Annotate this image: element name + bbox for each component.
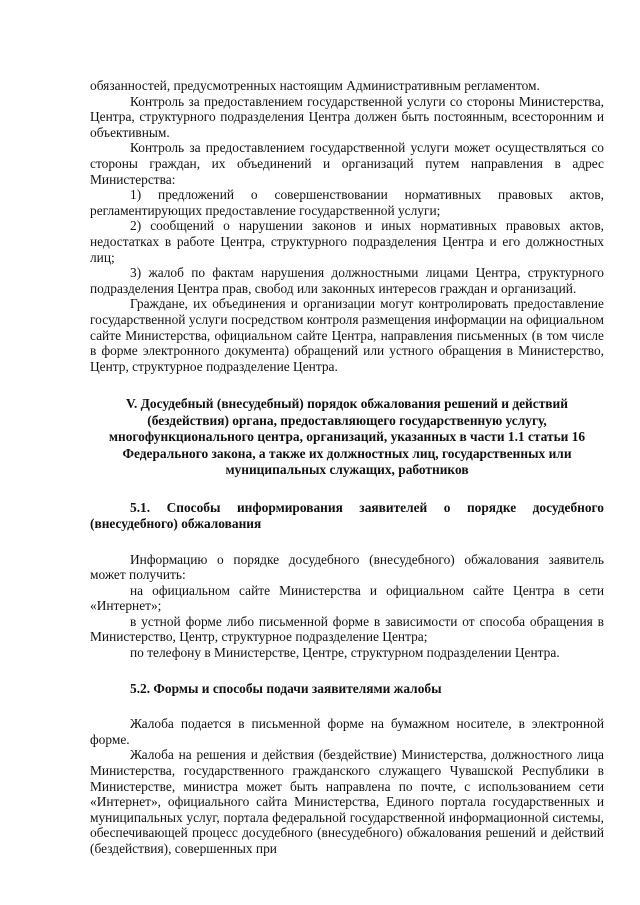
- list-item: 3) жалоб по фактам нарушения должностными лицами Центра, структурного подразделения Центра прав, свобод или законных интересов граждан и организаций.: [90, 265, 604, 296]
- document-page: [90, 78, 604, 857]
- paragraph: Контроль за предоставлением государственной услуги может осуществляться со стороны граждан, их объединений и организаций путем направления в адрес Министерства:: [90, 140, 604, 187]
- paragraph: Жалоба на решения и действия (бездействие) Министерства, должностного лица Министерства, государственного гражданского служащего Чувашской Республики в Министерстве, министра может быть направлена по почте, с использованием сети «Интернет», официального сайта Министерства, Единого портала государственных и муниципальных услуг, портала федеральной государственной информационной системы, обеспечивающей процесс досудебного (внесудебного) обжалования решений и действий (бездействия), совершенных при: [90, 747, 604, 856]
- list-item: 1) предложений о совершенствовании нормативных правовых актов, регламентирующих предоставление государственной услуги;: [90, 187, 604, 218]
- section-5-1-heading: 5.1. Способы информирования заявителей о порядке досудебного (внесудебного) обжалования: [90, 500, 604, 531]
- paragraph: обязанностей, предусмотренных настоящим Административным регламентом.: [90, 78, 540, 93]
- list-item: 2) сообщений о нарушении законов и иных нормативных правовых актов, недостатках в работе Центра, структурного подразделения Центра и его должностных лиц;: [90, 218, 604, 265]
- section-v-heading: V. Досудебный (внесудебный) порядок обжалования решений и действий (бездействия) органа, предоставляющего государственную услугу, многофункционального центра, организаций, указанных в части 1.1 статьи 16 Федерального закона, а также их должностных лиц, государственных или муниципальных служащих, работников: [108, 396, 586, 477]
- paragraph: Информацию о порядке досудебного (внесудебного) обжалования заявитель может получить:: [90, 551, 604, 583]
- paragraph: Жалоба подается в письменной форме на бумажном носителе, в электронной форме.: [90, 716, 604, 747]
- section-5-2-heading: 5.2. Формы и способы подачи заявителями жалобы: [130, 680, 442, 696]
- paragraph: Контроль за предоставлением государственной услуги со стороны Министерства, Центра, структурного подразделения Центра должен быть постоянным, всесторонним и объективным.: [90, 93, 604, 140]
- list-item: на официальном сайте Министерства и официальном сайте Центра в сети «Интернет»;: [90, 582, 604, 614]
- list-item: по телефону в Министерстве, Центре, структурном подразделении Центра.: [130, 645, 560, 661]
- paragraph: Граждане, их объединения и организации могут контролировать предоставление государственной услуги посредством контроля размещения информации на официальном сайте Министерства, официальном сайте Центра, направления письменных (в том числе в форме электронного документа) обращений или устного обращения в Министерство, Центр, структурное подразделение Центра.: [90, 296, 604, 374]
- list-item: в устной форме либо письменной форме в зависимости от способа обращения в Министерство, Центр, структурное подразделение Центра;: [90, 613, 604, 645]
